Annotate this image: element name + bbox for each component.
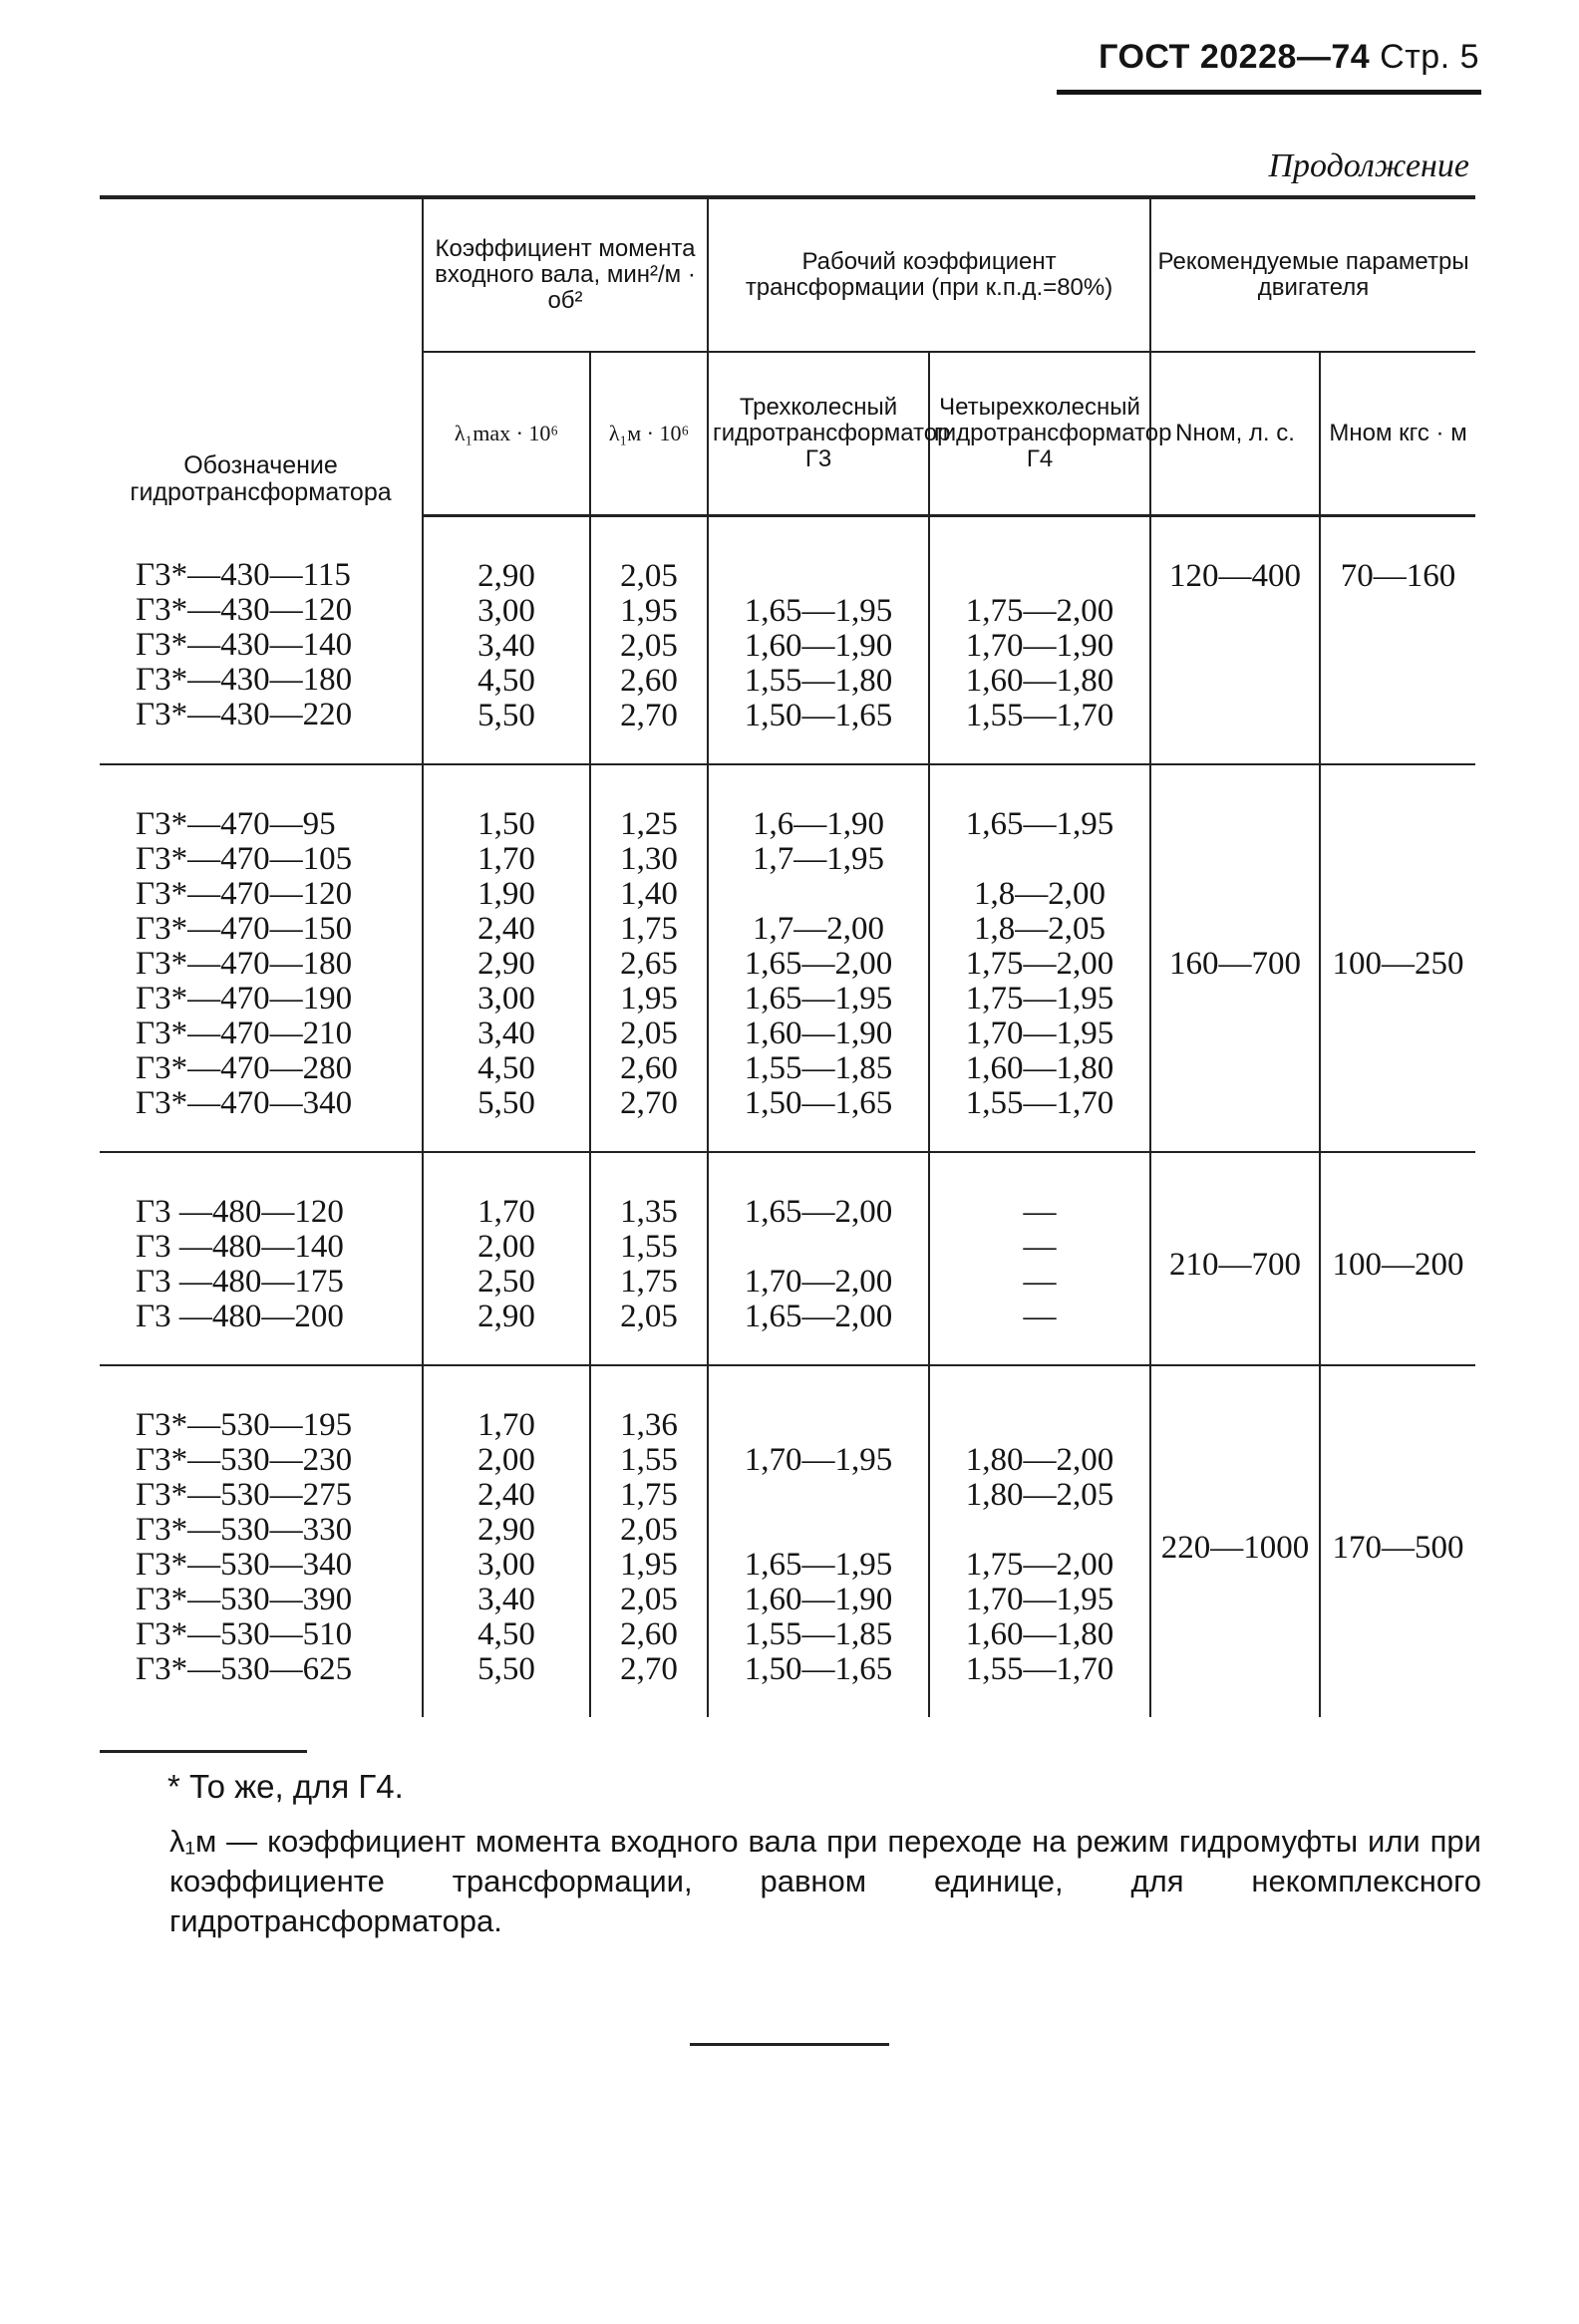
three-wheel-ratio-value [715, 1513, 922, 1548]
lambda-max-cell [423, 1152, 590, 1365]
header-engine-group: Рекомендуемые параметры двигателя [1150, 197, 1475, 352]
lambda-m-value: 1,40 [620, 876, 678, 912]
lambda-m-value: 1,95 [620, 1547, 678, 1583]
lambda-max-value: 2,00 [477, 1229, 535, 1265]
lambda-m-value: 1,55 [620, 1442, 678, 1478]
end-rule [690, 2043, 889, 2046]
designation-value: Г3*—530—230 [136, 1442, 353, 1478]
designation-value: Г3*—530—390 [136, 1582, 353, 1617]
three-wheel-ratio-value: 1,65—1,95 [744, 981, 893, 1017]
designation-value: Г3*—470—190 [136, 981, 353, 1017]
four-wheel-ratio-value: 1,60—1,80 [965, 1050, 1114, 1086]
three-wheel-ratio-value [715, 1478, 922, 1513]
designation-value: Г3 —480—140 [136, 1229, 344, 1265]
lambda-max-value: 2,50 [477, 1264, 535, 1300]
footnote-rule [100, 1750, 307, 1753]
lambda-m-cell [590, 1152, 708, 1365]
footnote: * То же, для Г4. [167, 1768, 404, 1805]
lambda-m-cell [590, 1365, 708, 1717]
lambda-m-value: 2,05 [620, 628, 678, 664]
four-wheel-ratio-value [936, 842, 1143, 877]
header-moment-group: Коэффициент момента входного вала, мин²/м · об² [423, 197, 708, 352]
three-wheel-ratio-value: 1,60—1,90 [744, 628, 893, 664]
lambda-m-value: 1,75 [620, 911, 678, 947]
four-wheel-ratio-value [936, 1513, 1143, 1548]
four-wheel-ratio-value: 1,8—2,00 [974, 876, 1106, 912]
spec-table-wrap [100, 195, 1475, 1717]
lambda-m-value: 2,70 [620, 698, 678, 733]
designation-cell [100, 516, 423, 765]
three-wheel-ratio-value: 1,55—1,85 [744, 1616, 893, 1652]
lambda-m-value: 1,35 [620, 1194, 678, 1230]
lambda-m-cell [590, 516, 708, 765]
lambda-max-value: 2,90 [477, 1512, 535, 1548]
m-nom-cell: 100—250 [1320, 764, 1475, 1152]
three-wheel-ratio-value: 1,65—2,00 [744, 1299, 893, 1334]
n-nom-cell: 220—1000 [1150, 1365, 1320, 1717]
row-group-1 [100, 516, 1475, 765]
lambda-max-value: 2,90 [477, 558, 535, 594]
lambda-max-value: 3,40 [477, 1582, 535, 1617]
lambda-max-value: 1,90 [477, 876, 535, 912]
lambda-max-value: 4,50 [477, 663, 535, 699]
lambda-m-value: 2,05 [620, 1016, 678, 1051]
spec-table [100, 195, 1475, 1717]
lambda-max-value: 3,00 [477, 593, 535, 629]
four-wheel-ratio-value: 1,70—1,95 [965, 1582, 1114, 1617]
four-wheel-ratio-value: 1,65—1,95 [965, 806, 1114, 842]
three-wheel-ratio-value [715, 559, 922, 594]
three-wheel-ratio-cell [708, 1152, 929, 1365]
lambda-m-value: 1,55 [620, 1229, 678, 1265]
m-nom-cell: 170—500 [1320, 1365, 1475, 1717]
lambda-max-value: 1,70 [477, 1194, 535, 1230]
three-wheel-ratio-value: 1,65—1,95 [744, 593, 893, 629]
four-wheel-ratio-value: 1,60—1,80 [965, 663, 1114, 699]
three-wheel-ratio-value: 1,6—1,90 [753, 806, 885, 842]
three-wheel-ratio-value: 1,50—1,65 [744, 1651, 893, 1687]
lambda-m-value: 1,25 [620, 806, 678, 842]
designation-value: Г3*—470—95 [136, 806, 336, 842]
four-wheel-ratio-value [936, 1408, 1143, 1443]
four-wheel-ratio-cell [929, 764, 1150, 1152]
four-wheel-ratio-value: — [1023, 1229, 1057, 1265]
page-number: Стр. 5 [1380, 38, 1479, 76]
header-lambda-max: λ₁max · 10⁶ [423, 352, 590, 516]
lambda-note: λ₁м — коэффициент момента входного вала при переходе на режим гидромуфты или при коэффициенте трансформации, равном единице, для некомплексного гидротрансформатора. [169, 1824, 1481, 1938]
m-nom-cell: 100—200 [1320, 1152, 1475, 1365]
row-group-3 [100, 1152, 1475, 1365]
three-wheel-ratio-value [715, 1230, 922, 1265]
lambda-max-value: 3,40 [477, 628, 535, 664]
four-wheel-ratio-value: 1,75—2,00 [965, 946, 1114, 982]
designation-value: Г3 —480—120 [136, 1194, 344, 1230]
three-wheel-ratio-value: 1,65—1,95 [744, 1547, 893, 1583]
m-nom-cell: 70—160 [1320, 516, 1475, 765]
header-n-nom: Nном, л. с. [1150, 352, 1320, 516]
lambda-m-value: 1,36 [620, 1407, 678, 1443]
three-wheel-ratio-value: 1,55—1,85 [744, 1050, 893, 1086]
three-wheel-ratio-value [715, 877, 922, 912]
group-row [100, 516, 1475, 765]
lambda-m-value: 1,75 [620, 1477, 678, 1513]
lambda-max-value: 1,50 [477, 806, 535, 842]
document-number: ГОСТ 20228—74 [1099, 38, 1371, 76]
header-m-nom: Mном кгс · м [1320, 352, 1475, 516]
group-row [100, 1365, 1475, 1717]
four-wheel-ratio-value: 1,75—2,00 [965, 593, 1114, 629]
lambda-max-value: 2,90 [477, 1299, 535, 1334]
lambda-max-cell [423, 516, 590, 765]
four-wheel-ratio-cell [929, 1365, 1150, 1717]
lambda-max-value: 2,00 [477, 1442, 535, 1478]
lambda-max-value: 3,00 [477, 981, 535, 1017]
four-wheel-ratio-cell [929, 516, 1150, 765]
n-nom-cell: 210—700 [1150, 1152, 1320, 1365]
lambda-max-value: 1,70 [477, 1407, 535, 1443]
designation-value: Г3*—470—180 [136, 946, 353, 982]
lambda-max-value: 2,40 [477, 1477, 535, 1513]
three-wheel-ratio-cell [708, 516, 929, 765]
lambda-m-value: 2,70 [620, 1651, 678, 1687]
four-wheel-ratio-value: 1,8—2,05 [974, 911, 1106, 947]
three-wheel-ratio-value: 1,60—1,90 [744, 1016, 893, 1051]
designation-value: Г3*—530—330 [136, 1512, 353, 1548]
lambda-m-value: 1,95 [620, 593, 678, 629]
lambda-max-cell [423, 764, 590, 1152]
designation-cell [100, 1152, 423, 1365]
group-row [100, 1152, 1475, 1365]
designation-value: Г3 —480—200 [136, 1299, 344, 1334]
designation-value: Г3*—470—210 [136, 1016, 353, 1051]
n-nom-cell: 160—700 [1150, 764, 1320, 1152]
lambda-max-value: 3,00 [477, 1547, 535, 1583]
three-wheel-ratio-value: 1,50—1,65 [744, 1085, 893, 1121]
three-wheel-ratio-value: 1,65—2,00 [744, 1194, 893, 1230]
three-wheel-ratio-value: 1,70—2,00 [744, 1264, 893, 1300]
four-wheel-ratio-value: 1,75—1,95 [965, 981, 1114, 1017]
lambda-m-value: 2,05 [620, 1582, 678, 1617]
designation-value: Г3*—530—625 [136, 1651, 353, 1687]
lambda-max-value: 5,50 [477, 1651, 535, 1687]
lambda-max-value: 2,90 [477, 946, 535, 982]
lambda-m-value: 2,70 [620, 1085, 678, 1121]
lambda-m-value: 2,05 [620, 558, 678, 594]
designation-cell [100, 1365, 423, 1717]
continuation-label: Продолжение [1268, 147, 1469, 184]
lambda-m-value: 2,60 [620, 1616, 678, 1652]
three-wheel-ratio-cell [708, 764, 929, 1152]
header-designation: Обозначение гидротрансформатора [100, 197, 423, 516]
four-wheel-ratio-value: 1,80—2,00 [965, 1442, 1114, 1478]
designation-value: Г3*—470—120 [136, 876, 353, 912]
three-wheel-ratio-value: 1,50—1,65 [744, 698, 893, 733]
lambda-m-value: 1,75 [620, 1264, 678, 1300]
three-wheel-ratio-value: 1,7—2,00 [753, 911, 885, 947]
four-wheel-ratio-cell [929, 1152, 1150, 1365]
three-wheel-ratio-value: 1,55—1,80 [744, 663, 893, 699]
lambda-max-cell [423, 1365, 590, 1717]
lambda-m-value: 2,60 [620, 1050, 678, 1086]
n-nom-cell: 120—400 [1150, 516, 1320, 765]
four-wheel-ratio-value: — [1023, 1299, 1057, 1334]
four-wheel-ratio-value: — [1023, 1264, 1057, 1300]
four-wheel-ratio-value: — [1023, 1194, 1057, 1230]
page-header [1099, 38, 1479, 77]
lambda-max-value: 5,50 [477, 698, 535, 733]
lambda-max-value: 3,40 [477, 1016, 535, 1051]
three-wheel-ratio-value: 1,65—2,00 [744, 946, 893, 982]
designation-value: Г3*—470—340 [136, 1085, 353, 1121]
three-wheel-ratio-value: 1,7—1,95 [753, 841, 885, 877]
three-wheel-ratio-cell [708, 1365, 929, 1717]
lambda-m-value: 2,65 [620, 946, 678, 982]
lambda-max-value: 4,50 [477, 1616, 535, 1652]
four-wheel-ratio-value: 1,55—1,70 [965, 1085, 1114, 1121]
designation-value: Г3*—430—180 [136, 661, 353, 698]
three-wheel-ratio-value [715, 1408, 922, 1443]
designation-value: Г3*—430—115 [136, 556, 351, 593]
lambda-m-value: 1,95 [620, 981, 678, 1017]
three-wheel-ratio-value: 1,70—1,95 [744, 1442, 893, 1478]
lambda-m-cell [590, 764, 708, 1152]
header-three-wheel: Трехколесный гидротрансформатор Г3 [708, 352, 929, 516]
four-wheel-ratio-value: 1,55—1,70 [965, 698, 1114, 733]
lambda-max-value: 1,70 [477, 841, 535, 877]
four-wheel-ratio-value: 1,55—1,70 [965, 1651, 1114, 1687]
designation-value: Г3*—470—280 [136, 1050, 353, 1086]
designation-value: Г3*—470—150 [136, 911, 353, 947]
lambda-m-value: 2,60 [620, 663, 678, 699]
designation-value: Г3*—530—195 [136, 1407, 353, 1443]
designation-value: Г3*—530—275 [136, 1477, 353, 1513]
lambda-max-value: 4,50 [477, 1050, 535, 1086]
designation-value: Г3*—530—340 [136, 1547, 353, 1583]
designation-value: Г3*—430—120 [136, 591, 353, 628]
four-wheel-ratio-value: 1,70—1,90 [965, 628, 1114, 664]
lambda-max-value: 5,50 [477, 1085, 535, 1121]
lambda-m-value: 1,30 [620, 841, 678, 877]
header-lambda-m: λ₁м · 10⁶ [590, 352, 708, 516]
designation-value: Г3*—430—220 [136, 696, 353, 732]
four-wheel-ratio-value: 1,80—2,05 [965, 1477, 1114, 1513]
lambda-m-value: 2,05 [620, 1512, 678, 1548]
four-wheel-ratio-value [936, 559, 1143, 594]
four-wheel-ratio-value: 1,70—1,95 [965, 1016, 1114, 1051]
designation-value: Г3*—470—105 [136, 841, 353, 877]
lambda-m-value: 2,05 [620, 1299, 678, 1334]
four-wheel-ratio-value: 1,60—1,80 [965, 1616, 1114, 1652]
row-group-4 [100, 1365, 1475, 1717]
row-group-2 [100, 764, 1475, 1152]
designation-value: Г3 —480—175 [136, 1264, 344, 1300]
designation-cell [100, 764, 423, 1152]
group-row [100, 764, 1475, 1152]
designation-value: Г3*—430—140 [136, 626, 353, 663]
header-four-wheel: Четырехколесный гидротрансформатор Г4 [929, 352, 1150, 516]
three-wheel-ratio-value: 1,60—1,90 [744, 1582, 893, 1617]
lambda-max-value: 2,40 [477, 911, 535, 947]
header-rule [1057, 90, 1481, 95]
four-wheel-ratio-value: 1,75—2,00 [965, 1547, 1114, 1583]
designation-value: Г3*—530—510 [136, 1616, 353, 1652]
header-transform-group: Рабочий коэффициент трансформации (при к.п.д.=80%) [708, 197, 1150, 352]
